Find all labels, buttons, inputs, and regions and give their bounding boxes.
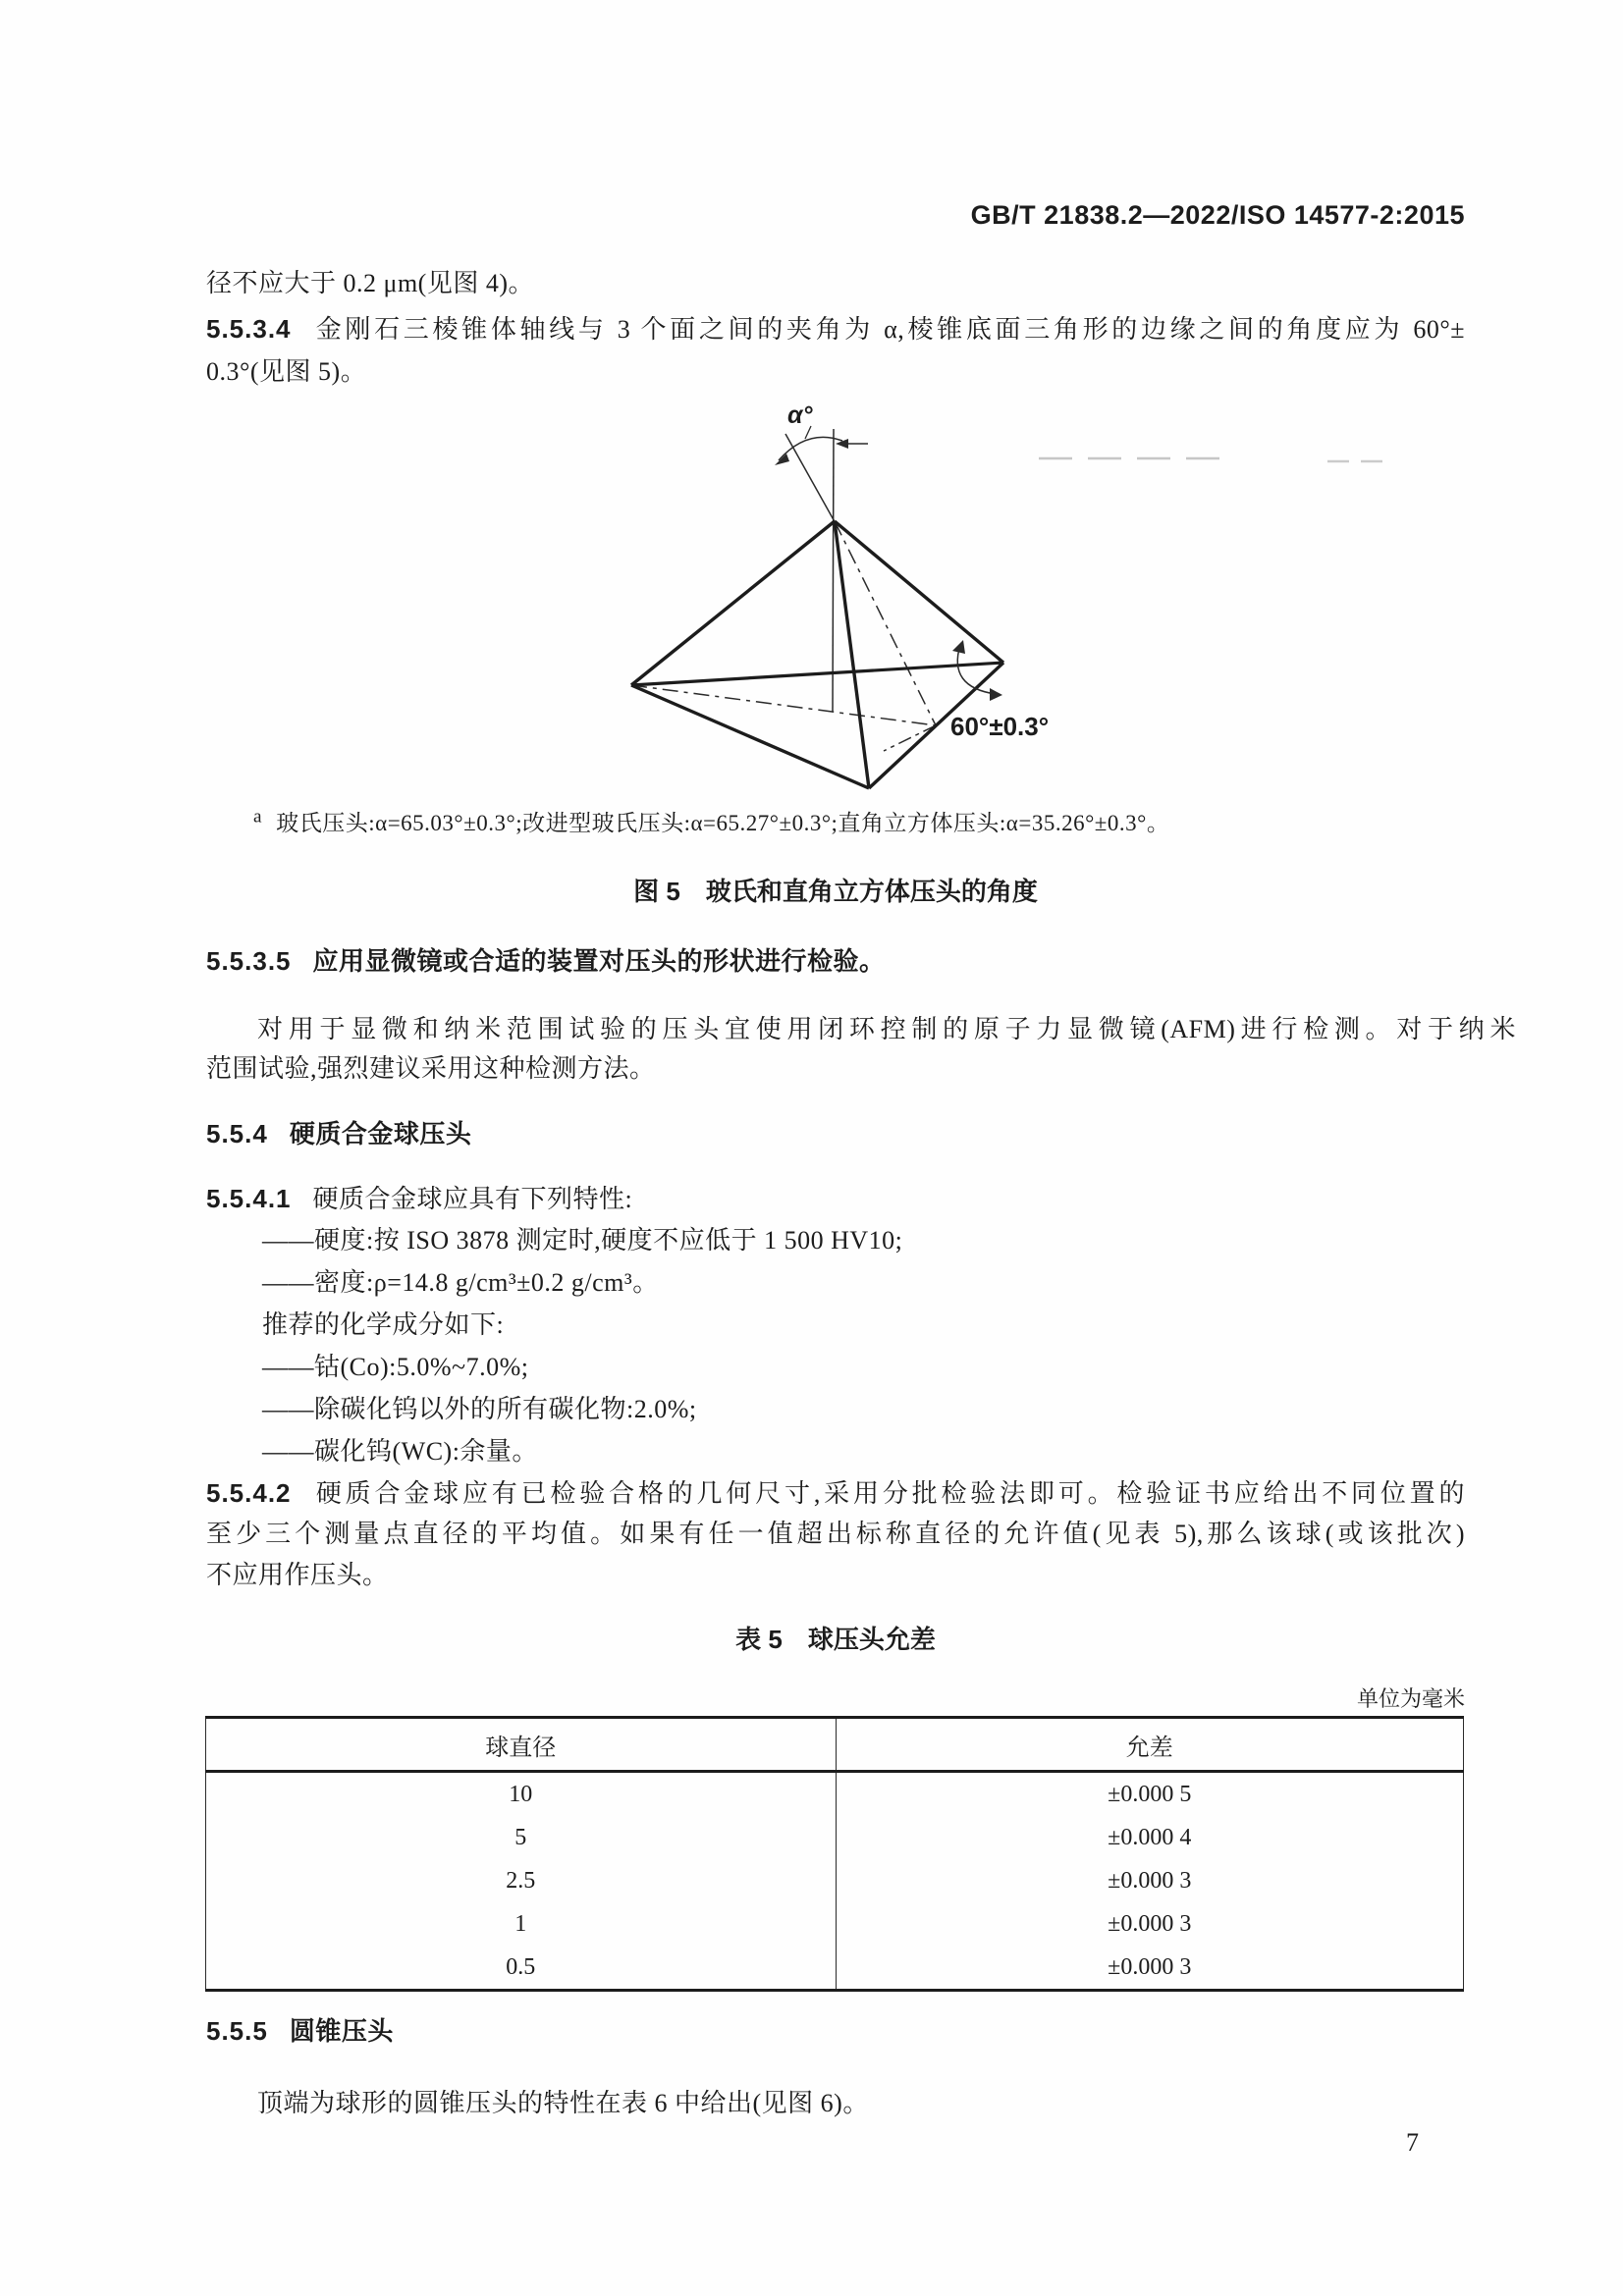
heading-5-5-4 [206, 1117, 1465, 1151]
heading-5-5-5 [206, 2014, 1465, 2049]
line-chemical-composition: 推荐的化学成分如下: [262, 1310, 505, 1339]
list-item-cobalt: ——钴(Co):5.0%~7.0%; [262, 1353, 529, 1381]
figure-caption-label: 图 5 [633, 877, 680, 906]
heading-title: 圆锥压头 [289, 2016, 394, 2046]
standard-code-header: GB/T 21838.2—2022/ISO 14577-2:2015 [970, 200, 1465, 230]
table-row [206, 1859, 1464, 1902]
table-header-row [206, 1718, 1464, 1772]
clause-5-5-3-5 [206, 944, 1465, 979]
table-row [206, 1902, 1464, 1946]
column-header-diameter: 球直径 [206, 1718, 837, 1772]
clause-5-5-3-4-line2: 0.3°(见图 5)。 [206, 357, 367, 386]
cell-tolerance: ±0.000 4 [836, 1816, 1464, 1859]
clause-number: 5.5.5 [206, 2016, 268, 2046]
paragraph-afm-line1: 对用于显微和纳米范围试验的压头宜使用闭环控制的原子力显微镜(AFM)进行检测。对于纳米 [257, 1015, 1516, 1043]
pyramid-axis-line [833, 429, 834, 712]
clause-number: 5.5.4.1 [206, 1184, 292, 1213]
figure-caption-title: 玻氏和直角立方体压头的角度 [705, 877, 1038, 906]
list-item-tungsten-carbide: ——碳化钨(WC):余量。 [262, 1437, 538, 1466]
clause-number: 5.5.4 [206, 1119, 268, 1148]
cell-diameter: 0.5 [206, 1946, 837, 1991]
table-caption-title: 球压头允差 [807, 1625, 936, 1654]
cell-tolerance: ±0.000 3 [836, 1946, 1464, 1991]
heading-title: 硬质合金球压头 [289, 1119, 472, 1148]
paragraph-cone-indenter: 顶端为球形的圆锥压头的特性在表 6 中给出(见图 6)。 [257, 2089, 869, 2117]
edge-apex-bottom [835, 521, 869, 788]
clause-number: 5.5.3.4 [206, 314, 292, 344]
clause-5-5-4-1 [206, 1182, 1465, 1216]
clause-text: 金刚石三棱锥体轴线与 3 个面之间的夹角为 α,棱锥底面三角形的边缘之间的角度应为 60°± [312, 315, 1465, 344]
clause-5-5-4-2-line3: 不应用作压头。 [206, 1561, 389, 1589]
figure-5-indenter-diagram [530, 393, 1492, 805]
clause-5-5-3-4-line1 [206, 312, 1465, 347]
edge-apex-left [631, 521, 835, 685]
figure-5-caption [206, 872, 1465, 908]
table-unit-note: 单位为毫米 [1356, 1686, 1465, 1711]
footnote-marker: a [253, 806, 263, 828]
table-row [206, 1816, 1464, 1859]
edge-left-right [631, 663, 1003, 685]
clause-text: 应用显微镜或合适的装置对压头的形状进行检验。 [312, 946, 886, 976]
clause-number: 5.5.3.5 [206, 946, 292, 976]
cell-diameter: 2.5 [206, 1859, 837, 1902]
cell-diameter: 10 [206, 1772, 837, 1817]
paragraph-intro: 径不应大于 0.2 μm(见图 4)。 [206, 269, 534, 297]
paragraph-afm-line2: 范围试验,强烈建议采用这种检测方法。 [206, 1054, 656, 1083]
alpha-arc-arrow-left [775, 454, 789, 465]
footnote-text: 玻氏压头:α=65.03°±0.3°;改进型玻氏压头:α=65.27°±0.3°;直角立方体压头:α=35.26°±0.3°。 [276, 811, 1170, 835]
clause-number: 5.5.4.2 [206, 1478, 292, 1508]
clause-text: 硬质合金球应具有下列特性: [312, 1185, 633, 1213]
list-item-density: ——密度:ρ=14.8 g/cm³±0.2 g/cm³。 [262, 1268, 659, 1297]
alpha-label: α° [787, 401, 813, 429]
clause-5-5-4-2-line1 [206, 1476, 1465, 1511]
median-base-line2 [884, 725, 936, 751]
list-item-carbides: ——除碳化钨以外的所有碳化物:2.0%; [262, 1395, 697, 1423]
cell-tolerance: ±0.000 3 [836, 1902, 1464, 1946]
table-5-caption [206, 1620, 1465, 1656]
base-arc-arrow-top [952, 640, 965, 654]
cell-diameter: 1 [206, 1902, 837, 1946]
table-caption-label: 表 5 [735, 1625, 783, 1654]
table-row [206, 1946, 1464, 1991]
cell-tolerance: ±0.000 3 [836, 1859, 1464, 1902]
list-item-hardness: ——硬度:按 ISO 3878 测定时,硬度不应低于 1 500 HV10; [262, 1226, 903, 1255]
clause-5-5-4-2-line2: 至少三个测量点直径的平均值。如果有任一值超出标称直径的允许值(见表 5),那么该球(或该批次) [206, 1520, 1465, 1548]
base-angle-label: 60°±0.3° [950, 712, 1050, 741]
cell-diameter: 5 [206, 1816, 837, 1859]
figure-footnote [253, 805, 1471, 837]
median-apex-line [835, 521, 936, 725]
cell-tolerance: ±0.000 5 [836, 1772, 1464, 1817]
clause-text: 硬质合金球应有已检验合格的几何尺寸,采用分批检验法即可。检验证书应给出不同位置的 [312, 1479, 1465, 1508]
base-arc-arrow-right [990, 688, 1002, 701]
column-header-tolerance: 允差 [836, 1718, 1464, 1772]
table-row [206, 1772, 1464, 1817]
edge-apex-right [835, 521, 1003, 663]
table-5-ball-tolerances [205, 1716, 1464, 1992]
page-number: 7 [1406, 2128, 1419, 2157]
